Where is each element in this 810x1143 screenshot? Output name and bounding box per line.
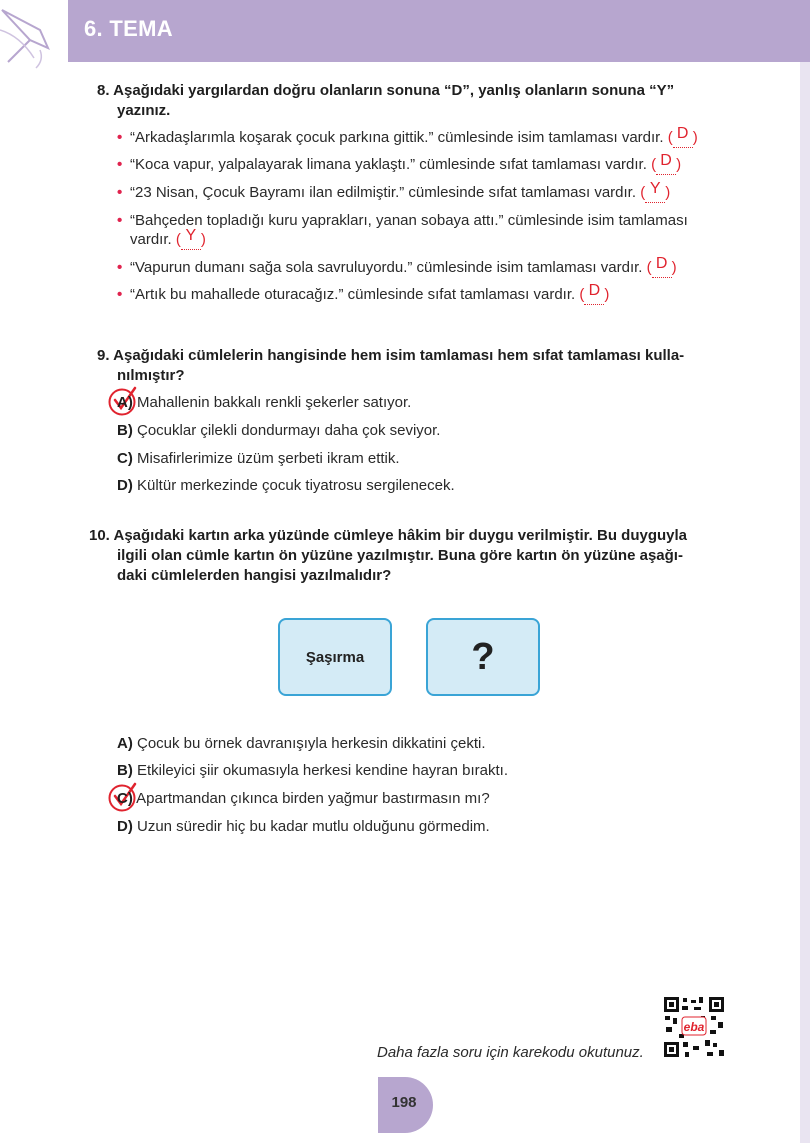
statement-item <box>117 180 671 203</box>
option-c[interactable]: C) Misafirlerimize üzüm şerbeti ikram ettik. <box>117 450 400 467</box>
option-text: Kültür merkezinde çocuk tiyatrosu sergilenecek. <box>137 477 455 494</box>
qr-logo: eba <box>683 1020 705 1034</box>
question-text: Aşağıdaki yargılardan doğru olanların sonuna “D”, yanlış olanların sonuna “Y” <box>113 82 675 99</box>
statement-text: “Artık bu mahallede oturacağız.” cümlesinde sıfat tamlaması vardır. <box>130 286 576 303</box>
page-number: 198 <box>391 1094 417 1111</box>
question-10-stem <box>89 526 739 546</box>
theme-title: 6. TEMA <box>84 16 173 41</box>
question-10-stem-line2: ilgili olan cümle kartın ön yüzüne yazılmıştır. Buna göre kartın ön yüzüne aşağı- <box>117 547 683 564</box>
answer-mark: ( D ) <box>579 282 610 303</box>
option-d[interactable]: D) Uzun süredir hiç bu kadar mutlu olduğunu görmedim. <box>117 818 490 835</box>
question-number: 9. <box>97 347 110 364</box>
bullet-icon: • <box>117 286 123 303</box>
option-c[interactable]: C) Apartmandan çıkınca birden yağmur bastırmasın mı? <box>117 790 490 807</box>
question-mark-icon: ? <box>471 635 495 678</box>
card-front <box>426 618 540 696</box>
option-text: Etkileyici şiir okumasıyla herkesi kendine hayran bıraktı. <box>137 762 508 779</box>
statement-text: “Koca vapur, yalpalayarak limana yaklaştı.” cümlesinde sıfat tamlaması vardır. <box>130 156 647 173</box>
option-text: Misafirlerimize üzüm şerbeti ikram ettik. <box>137 450 400 467</box>
question-9-stem-line2: nılmıştır? <box>117 367 185 384</box>
answer-mark: ( D ) <box>651 152 682 173</box>
statement-text: “Arkadaşlarımla koşarak çocuk parkına gittik.” cümlesinde isim tamlaması vardır. <box>130 129 664 146</box>
bullet-icon: • <box>117 212 123 229</box>
statement-item <box>117 255 677 278</box>
qr-instruction: Daha fazla soru için karekodu okutunuz. <box>377 1044 644 1061</box>
question-8-stem <box>97 81 737 101</box>
answer-mark: ( Y ) <box>175 227 206 248</box>
statement-item <box>117 125 698 148</box>
statement-text: “Bahçeden topladığı kuru yaprakları, yanan sobaya attı.” cümlesinde isim tamlaması <box>130 212 688 229</box>
option-b[interactable]: B) Çocuklar çilekli dondurmayı daha çok seviyor. <box>117 422 441 439</box>
bullet-icon: • <box>117 156 123 173</box>
card-back <box>278 618 392 696</box>
bullet-icon: • <box>117 184 123 201</box>
option-d[interactable]: D) Kültür merkezinde çocuk tiyatrosu sergilenecek. <box>117 477 455 494</box>
statement-item-cont <box>130 227 206 250</box>
question-text: Aşağıdaki kartın arka yüzünde cümleye hâkim bir duygu verilmiştir. Bu duyguyla <box>113 527 687 544</box>
question-text: Aşağıdaki cümlelerin hangisinde hem isim tamlaması hem sıfat tamlaması kulla- <box>113 347 685 364</box>
bullet-icon: • <box>117 259 123 276</box>
header-band <box>68 0 810 62</box>
option-b[interactable]: B) Etkileyici şiir okumasıyla herkesi kendine hayran bıraktı. <box>117 762 508 779</box>
question-10-stem-line3: daki cümlelerden hangisi yazılmalıdır? <box>117 567 392 584</box>
option-text: Uzun süredir hiç bu kadar mutlu olduğunu görmedim. <box>137 818 490 835</box>
answer-mark: ( D ) <box>646 255 677 276</box>
statement-text: “Vapurun dumanı sağa sola savruluyordu.” cümlesinde isim tamlaması vardır. <box>130 259 643 276</box>
statement-item <box>117 211 688 230</box>
option-text: Çocuk bu örnek davranışıyla herkesin dikkatini çekti. <box>137 735 486 752</box>
question-number: 10. <box>89 527 110 544</box>
option-a[interactable]: A) Çocuk bu örnek davranışıyla herkesin dikkatini çekti. <box>117 735 486 752</box>
question-8-stem-line2: yazınız. <box>117 102 171 119</box>
qr-code-icon[interactable] <box>663 996 725 1058</box>
bullet-icon: • <box>117 129 123 146</box>
question-number: 8. <box>97 82 110 99</box>
pen-nib-icon <box>0 0 70 70</box>
option-text: Apartmandan çıkınca birden yağmur bastırmasın mı? <box>136 790 490 807</box>
page-edge-strip <box>800 62 810 1143</box>
option-text: Mahallenin bakkalı renkli şekerler satıyor. <box>137 394 412 411</box>
question-9-stem <box>97 346 737 366</box>
statement-item <box>117 282 610 305</box>
statement-text: “23 Nisan, Çocuk Bayramı ilan edilmiştir.” cümlesinde sıfat tamlaması vardır. <box>130 184 637 201</box>
option-text: Çocuklar çilekli dondurmayı daha çok seviyor. <box>137 422 441 439</box>
answer-mark: ( Y ) <box>640 180 671 201</box>
statement-item <box>117 152 682 175</box>
statement-text: vardır. <box>130 231 172 248</box>
option-a[interactable]: A) Mahallenin bakkalı renkli şekerler satıyor. <box>117 394 412 411</box>
card-back-label: Şaşırma <box>305 648 365 666</box>
answer-mark: ( D ) <box>667 125 698 146</box>
